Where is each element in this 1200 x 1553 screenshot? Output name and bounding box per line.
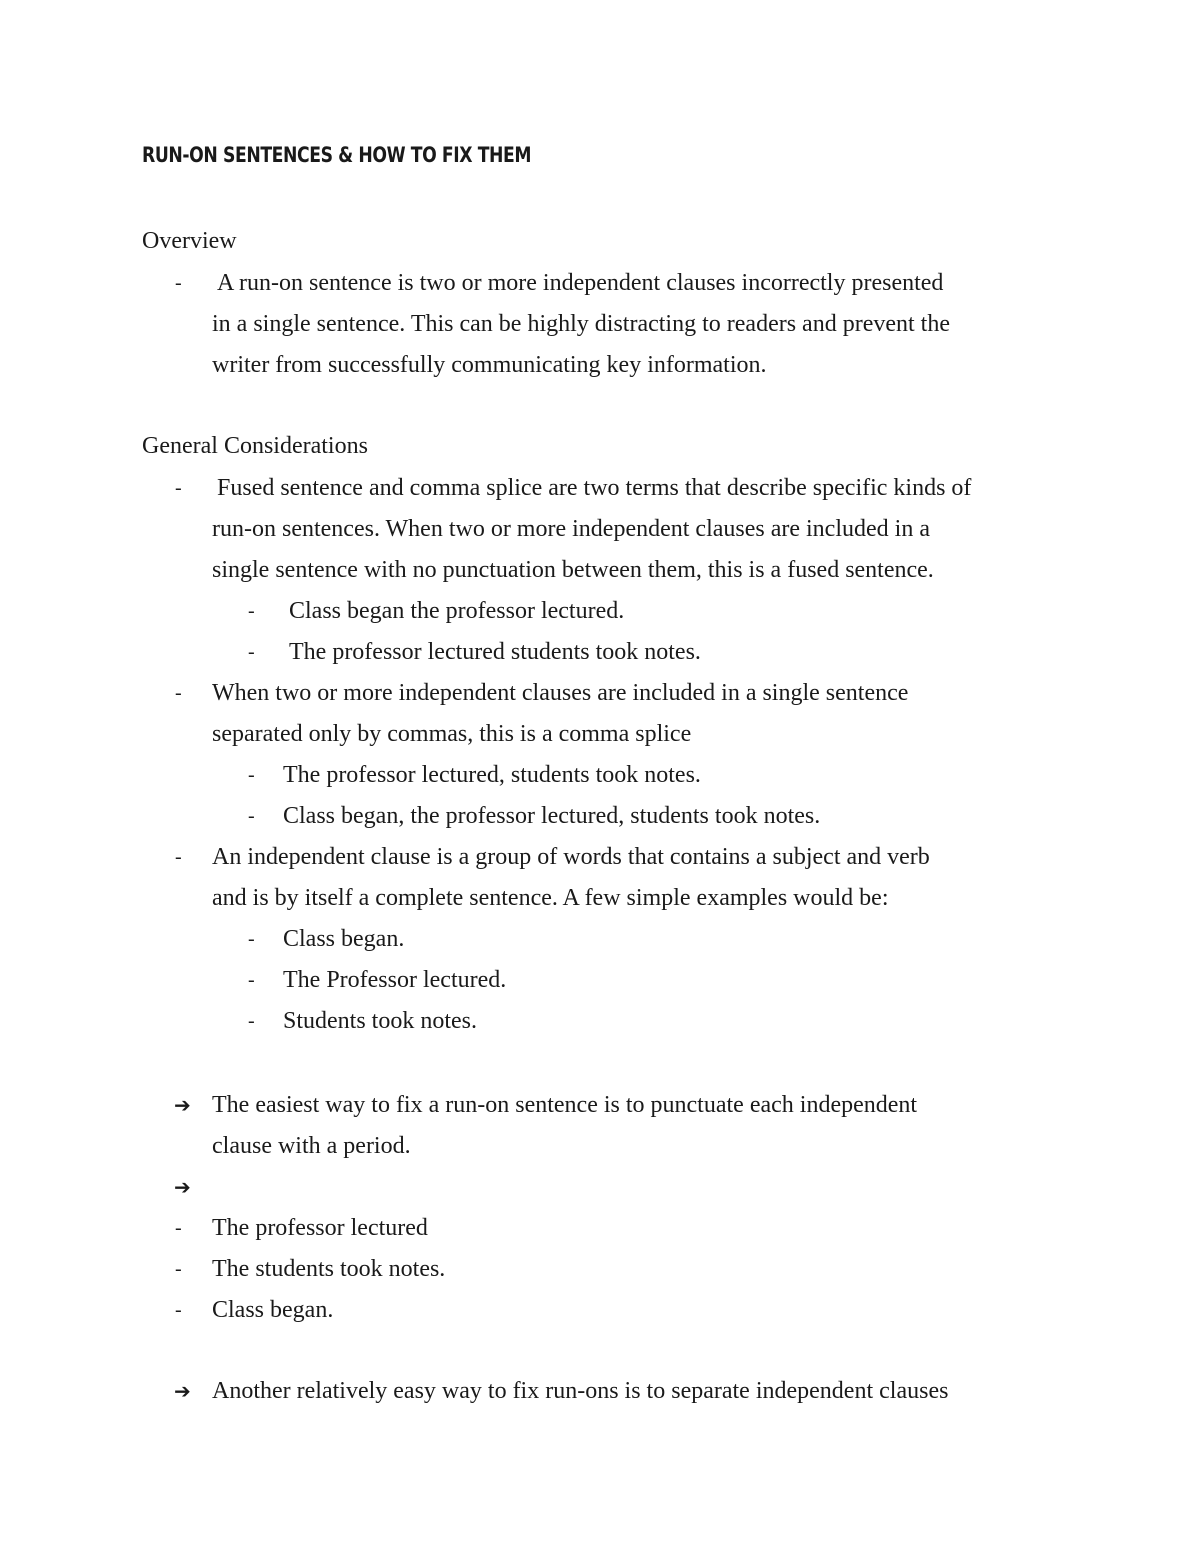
paragraph-line: in a single sentence. This can be highly distracting to readers and prevent the <box>212 311 950 337</box>
bullet-dash: - <box>175 272 182 294</box>
example-line: The professor lectured, students took notes. <box>283 762 701 788</box>
sub-bullet-dash: - <box>248 764 255 786</box>
bullet-dash: - <box>175 1299 182 1321</box>
paragraph-line: separated only by commas, this is a comma splice <box>212 721 692 747</box>
paragraph-line: The easiest way to fix a run-on sentence is to punctuate each independent <box>212 1092 918 1118</box>
paragraph-line: When two or more independent clauses are included in a single sentence <box>212 680 909 706</box>
example-line: The professor lectured students took notes. <box>289 639 701 665</box>
page-title: RUN-ON SENTENCES & HOW TO FIX THEM <box>142 143 532 167</box>
example-line: The professor lectured <box>212 1215 428 1241</box>
example-line: Class began, the professor lectured, students took notes. <box>283 803 821 829</box>
section-heading-general: General Considerations <box>142 433 368 459</box>
paragraph-line: A run-on sentence is two or more independent clauses incorrectly presented <box>217 270 944 296</box>
example-line: Class began the professor lectured. <box>289 598 625 624</box>
bullet-dash: - <box>175 477 182 499</box>
bullet-dash: - <box>175 1217 182 1239</box>
sub-bullet-dash: - <box>248 1010 255 1032</box>
paragraph-line: and is by itself a complete sentence. A few simple examples would be: <box>212 885 889 911</box>
sub-bullet-dash: - <box>248 805 255 827</box>
sub-bullet-dash: - <box>248 641 255 663</box>
sub-bullet-dash: - <box>248 600 255 622</box>
paragraph-line: writer from successfully communicating key information. <box>212 352 767 378</box>
paragraph-line: single sentence with no punctuation between them, this is a fused sentence. <box>212 557 934 583</box>
arrow-bullet-icon: ➔ <box>174 1093 191 1117</box>
example-line: Students took notes. <box>283 1008 478 1034</box>
paragraph-line: Another relatively easy way to fix run-ons is to separate independent clauses <box>212 1378 949 1404</box>
paragraph-line: Fused sentence and comma splice are two terms that describe specific kinds of <box>217 475 972 501</box>
example-line: The Professor lectured. <box>283 967 507 993</box>
sub-bullet-dash: - <box>248 928 255 950</box>
example-line: Class began. <box>283 926 405 952</box>
bullet-dash: - <box>175 682 182 704</box>
section-heading-overview: Overview <box>142 228 237 254</box>
example-line: Class began. <box>212 1297 334 1323</box>
bullet-dash: - <box>175 846 182 868</box>
paragraph-line: clause with a period. <box>212 1133 411 1159</box>
arrow-bullet-icon: ➔ <box>174 1379 191 1403</box>
example-line: The students took notes. <box>212 1256 446 1282</box>
arrow-bullet-icon: ➔ <box>174 1175 191 1199</box>
paragraph-line: run-on sentences. When two or more independent clauses are included in a <box>212 516 930 542</box>
paragraph-line: An independent clause is a group of words that contains a subject and verb <box>212 844 930 870</box>
sub-bullet-dash: - <box>248 969 255 991</box>
bullet-dash: - <box>175 1258 182 1280</box>
